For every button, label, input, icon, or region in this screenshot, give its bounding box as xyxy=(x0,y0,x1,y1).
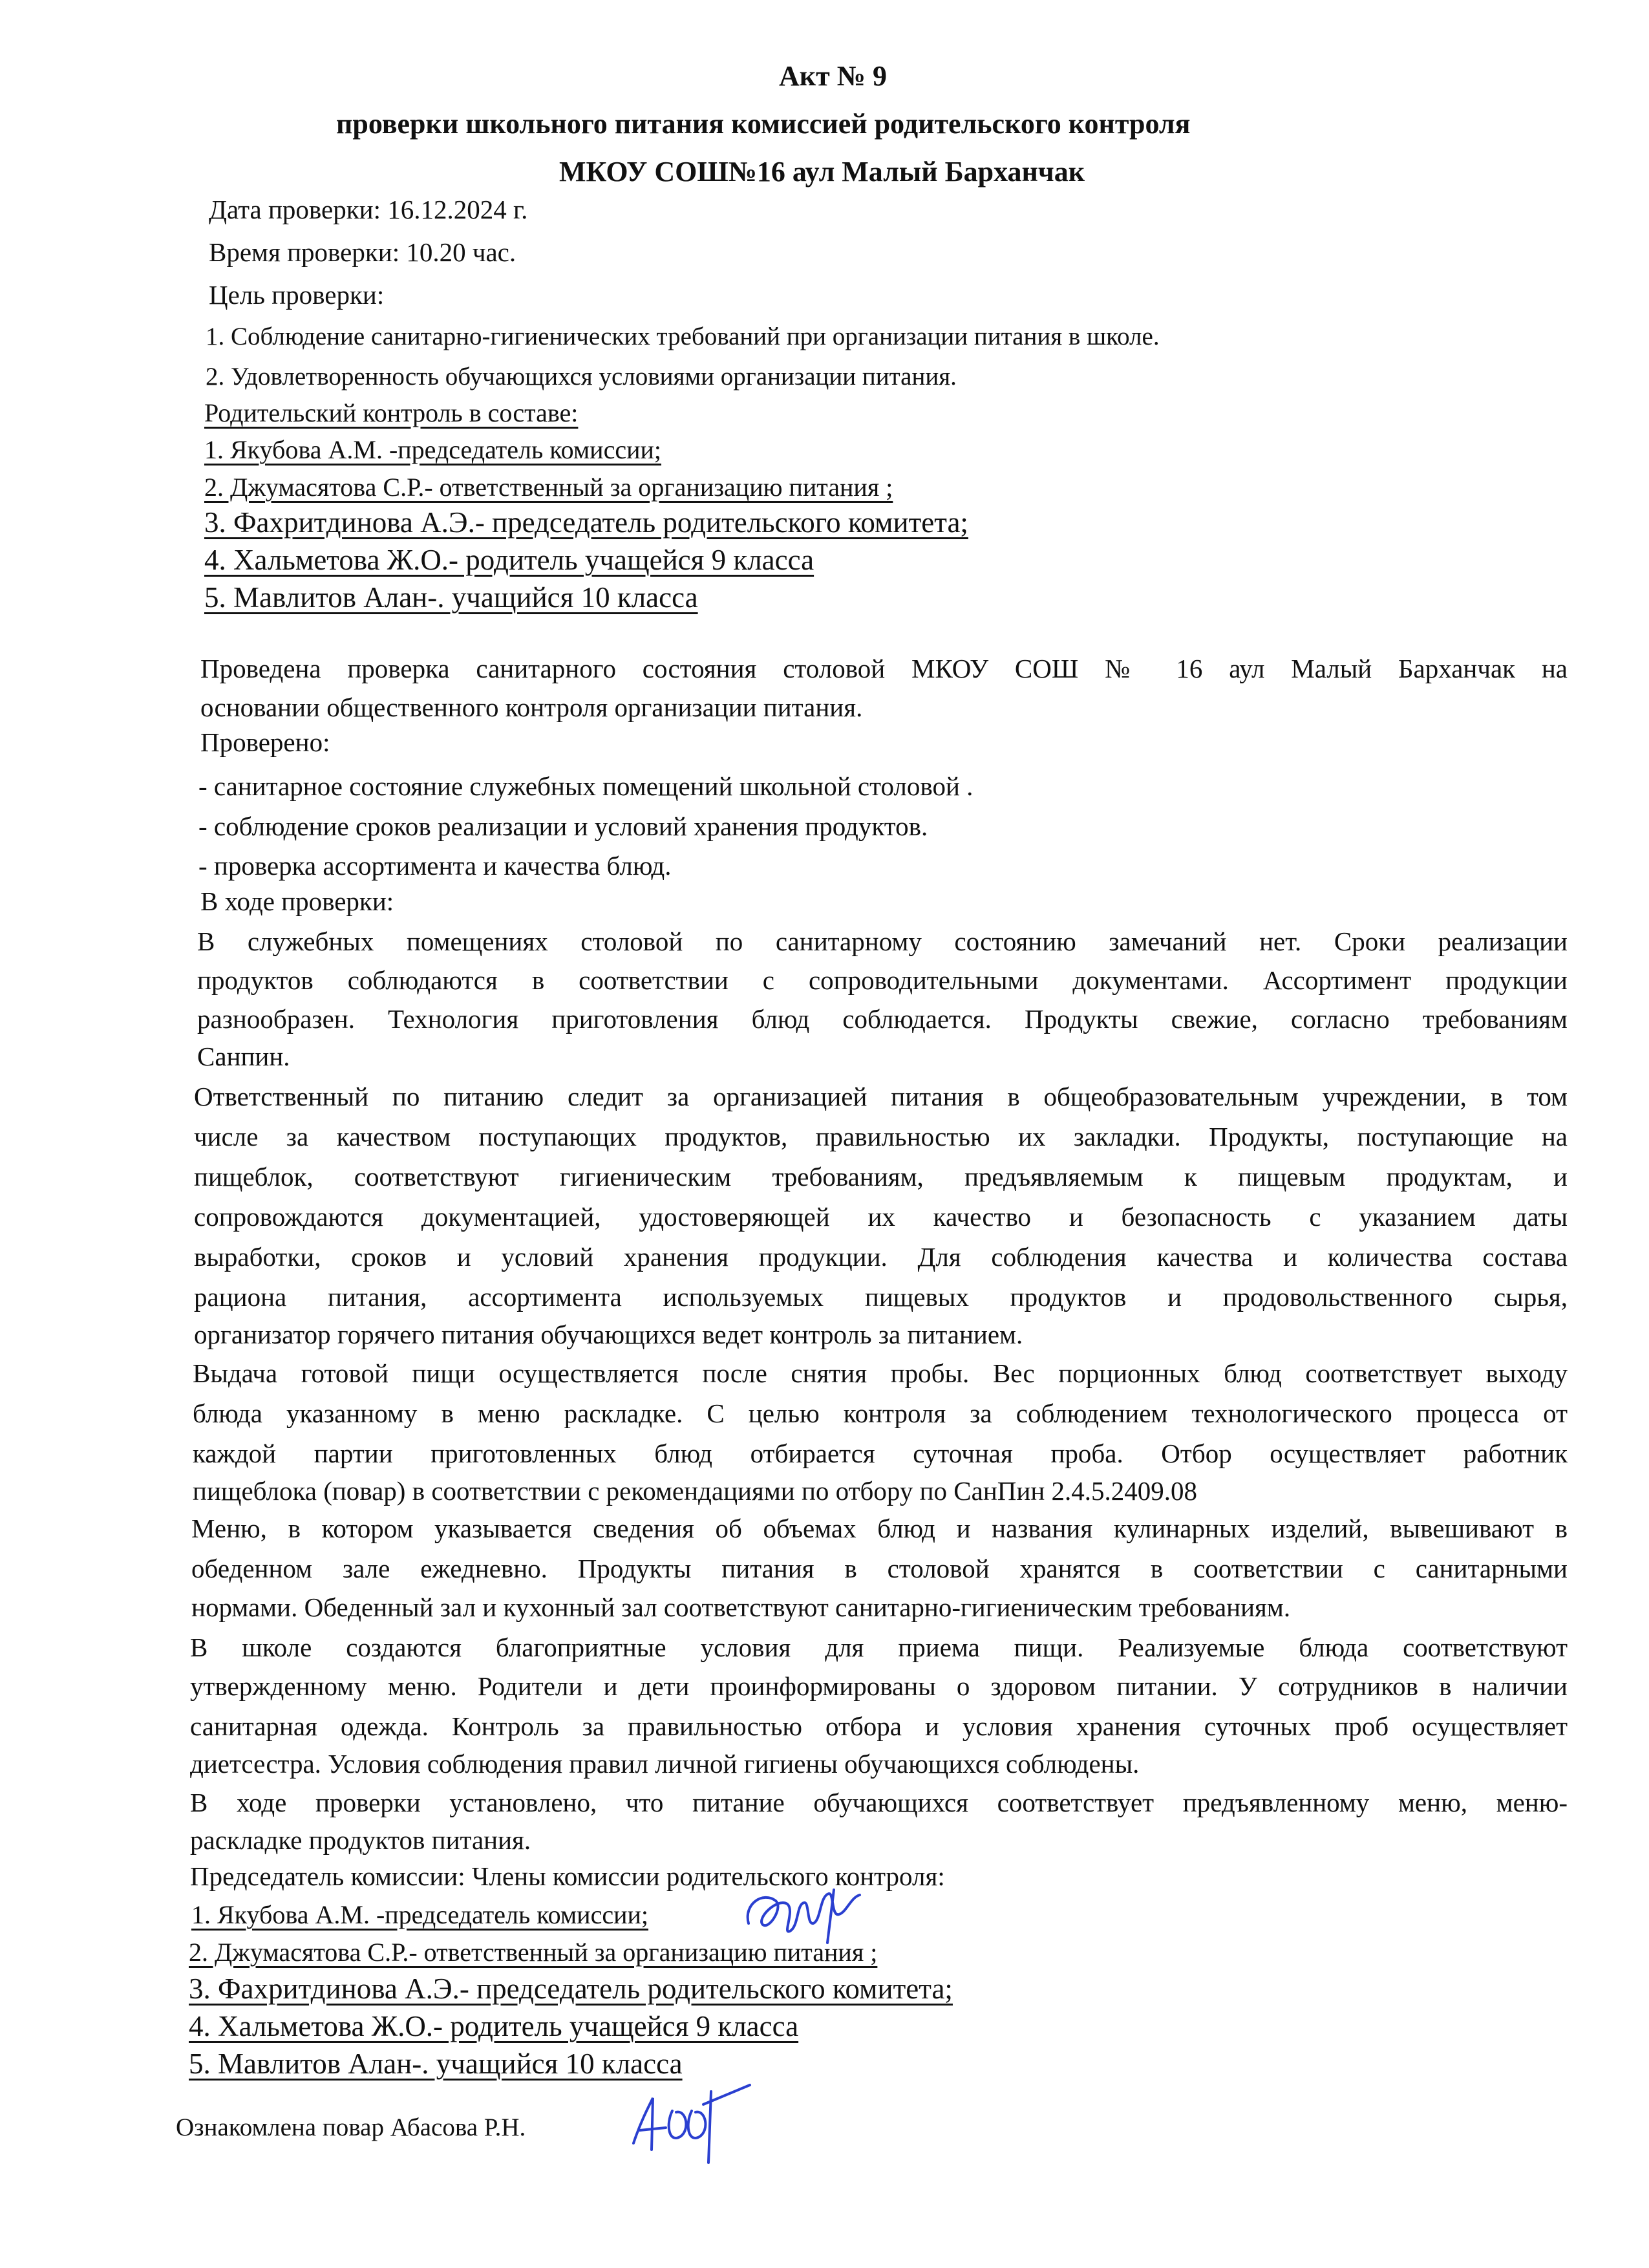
commission-member: 5. Мавлитов Алан-. учащийся 10 класса xyxy=(204,581,698,614)
signature-member: 1. Якубова А.М. -председатель комиссии; xyxy=(191,1900,649,1929)
paragraph-line: В служебных помещениях столовой по санитарному состоянию замечаний нет. Сроки реализации xyxy=(197,926,1568,956)
school-name: МКОУ СОШ№16 аул Малый Барханчак xyxy=(559,156,1085,187)
intro-line: основании общественного контроля организации питания. xyxy=(200,692,863,722)
commission-member: 3. Фахритдинова А.Э.- председатель родительского комитета; xyxy=(204,506,968,539)
paragraph-line: санитарная одежда. Контроль за правильностью отбора и условия хранения суточных проб осуществляет xyxy=(190,1711,1568,1741)
paragraph-line: продуктов соблюдаются в соответствии с сопроводительными документами. Ассортимент продукции xyxy=(197,965,1568,995)
paragraph-line: пищеблок, соответствуют гигиеническим требованиям, предъявляемым к пищевым продуктам, и xyxy=(194,1162,1568,1192)
signature-member: 3. Фахритдинова А.Э.- председатель родительского комитета; xyxy=(189,1973,953,2005)
paragraph-line: пищеблока (повар) в соответствии с рекомендациями по отбору по СанПин 2.4.5.2409.08 xyxy=(193,1476,1198,1506)
paragraph-line: раскладке продуктов питания. xyxy=(190,1825,531,1855)
intro-line: Проведена проверка санитарного состояния столовой МКОУ СОШ № 16 аул Малый Барханчак на xyxy=(200,654,1568,683)
cook-signature xyxy=(621,2072,763,2169)
paragraph-line: диетсестра. Условия соблюдения правил личной гигиены обучающихся соблюдены. xyxy=(190,1749,1140,1779)
commission-title: Родительский контроль в составе: xyxy=(204,398,579,427)
paragraph-line: обеденном зале ежедневно. Продукты питания в столовой хранятся в соответствии с санитарными xyxy=(191,1554,1568,1583)
signature-member: 4. Хальметова Ж.О.- родитель учащейся 9 класса xyxy=(189,2010,799,2042)
signature-member: 2. Джумасятова С.Р.- ответственный за организацию питания ; xyxy=(189,1938,878,1967)
signature-member: 5. Мавлитов Алан-. учащийся 10 класса xyxy=(189,2048,683,2080)
signatures-label: Председатель комиссии: Члены комиссии родительского контроля: xyxy=(190,1861,945,1891)
check-date: Дата проверки: 16.12.2024 г. xyxy=(209,195,528,224)
checked-label: Проверено: xyxy=(200,727,330,757)
paragraph-line: каждой партии приготовленных блюд отбирается суточная проба. Отбор осуществляет работник xyxy=(193,1439,1568,1468)
goal-item-2: 2. Удовлетворенность обучающихся условиями организации питания. xyxy=(206,363,957,390)
paragraph-line: Ответственный по питанию следит за организацией питания в общеобразовательным учреждении, в том xyxy=(194,1082,1568,1111)
paragraph-line: Санпин. xyxy=(197,1042,290,1071)
paragraph-line: Меню, в котором указывается сведения об объемах блюд и названия кулинарных изделий, вывешивают в xyxy=(191,1514,1568,1543)
checked-item: - санитарное состояние служебных помещений школьной столовой . xyxy=(198,771,973,801)
paragraph-line: организатор горячего питания обучающихся ведет контроль за питанием. xyxy=(194,1320,1023,1349)
goal-item-1: 1. Соблюдение санитарно-гигиенических требований при организации питания в школе. xyxy=(206,323,1160,350)
check-time: Время проверки: 10.20 час. xyxy=(209,237,516,267)
paragraph-line: рациона питания, ассортимента используемых пищевых продуктов и продовольственного сырья, xyxy=(194,1282,1568,1312)
chairman-signature xyxy=(737,1878,866,1949)
findings-label: В ходе проверки: xyxy=(200,886,394,916)
paragraph-line: нормами. Обеденный зал и кухонный зал соответствуют санитарно-гигиеническим требованиям. xyxy=(191,1592,1291,1622)
goal-label: Цель проверки: xyxy=(209,280,385,310)
paragraph-line: блюда указанному в меню раскладке. С целью контроля за соблюдением технологического процесса от xyxy=(193,1398,1568,1428)
cook-acknowledgement: Ознакомлена повар Абасова Р.Н. xyxy=(176,2113,526,2141)
paragraph-line: выработки, сроков и условий хранения продукции. Для соблюдения качества и количества состава xyxy=(194,1242,1568,1272)
act-title: Акт № 9 xyxy=(779,60,887,92)
paragraph-line: Выдача готовой пищи осуществляется после снятия пробы. Вес порционных блюд соответствует выходу xyxy=(193,1358,1568,1388)
paragraph-line: числе за качеством поступающих продуктов, правильностью их закладки. Продукты, поступающие на xyxy=(194,1122,1568,1151)
checked-item: - соблюдение сроков реализации и условий хранения продуктов. xyxy=(198,811,928,841)
commission-member: 4. Хальметова Ж.О.- родитель учащейся 9 класса xyxy=(204,544,814,576)
act-subtitle: проверки школьного питания комиссией родительского контроля xyxy=(336,108,1191,140)
paragraph-line: сопровождаются документацией, удостоверяющей их качество и безопасность с указанием даты xyxy=(194,1202,1568,1232)
paragraph-line: разнообразен. Технология приготовления блюд соблюдается. Продукты свежие, согласно требованиям xyxy=(197,1004,1568,1034)
commission-member: 2. Джумасятова С.Р.- ответственный за организацию питания ; xyxy=(204,473,893,502)
paragraph-line: утвержденному меню. Родители и дети проинформированы о здоровом питании. У сотрудников в наличии xyxy=(190,1671,1568,1701)
checked-item: - проверка ассортимента и качества блюд. xyxy=(198,851,672,881)
paragraph-line: В школе создаются благоприятные условия для приема пищи. Реализуемые блюда соответствуют xyxy=(190,1632,1568,1662)
paragraph-line: В ходе проверки установлено, что питание обучающихся соответствует предъявленному меню, меню- xyxy=(190,1788,1568,1817)
commission-member: 1. Якубова А.М. -председатель комиссии; xyxy=(204,435,662,464)
